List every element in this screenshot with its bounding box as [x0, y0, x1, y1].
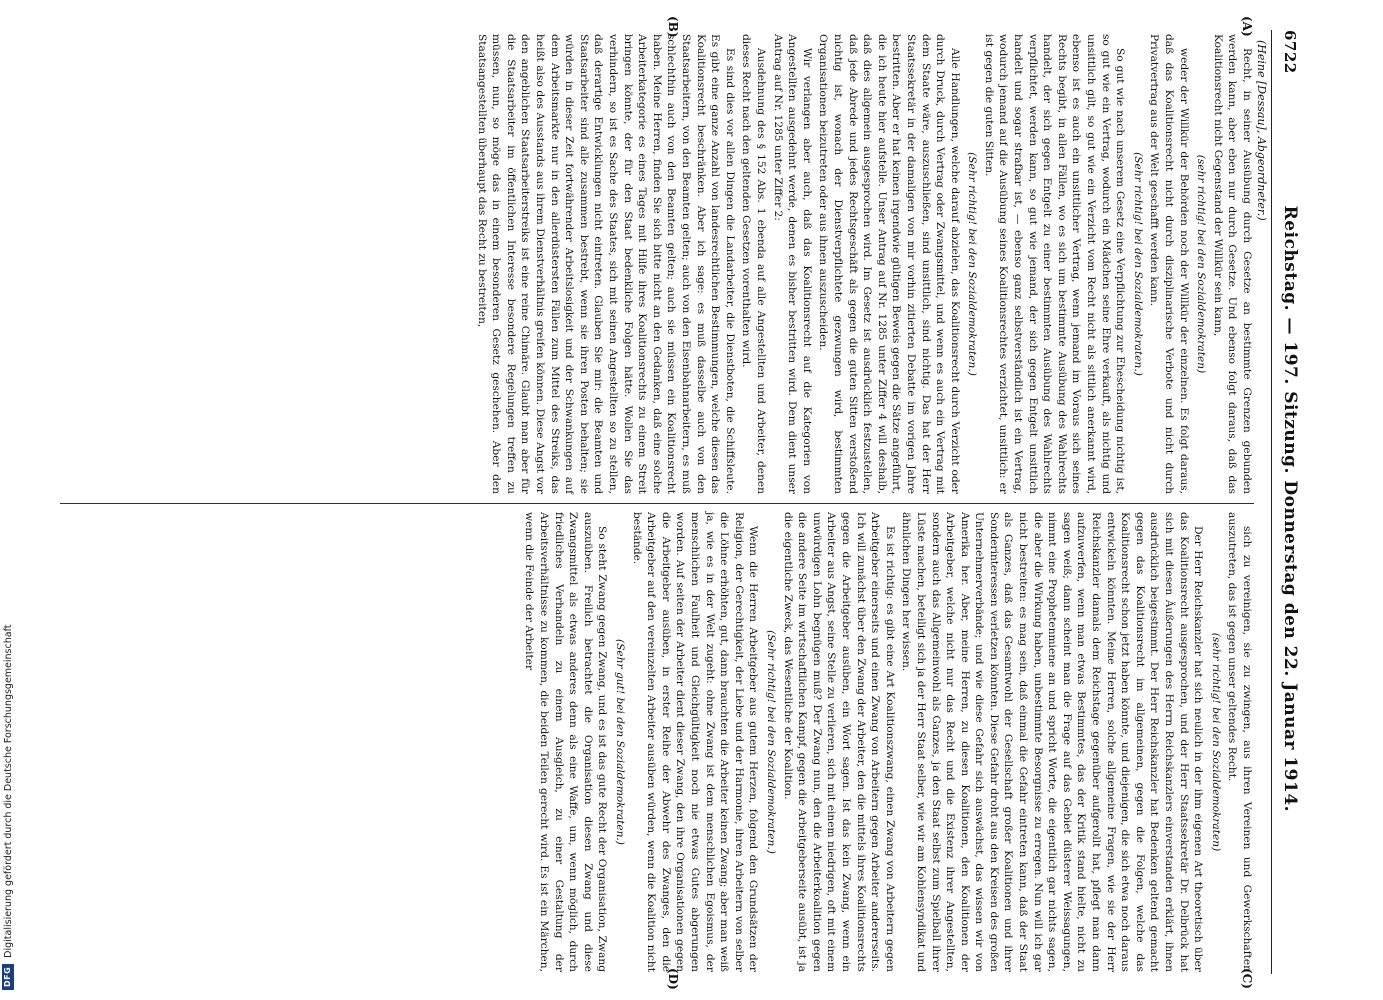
- paragraph: weder der Willkür der Behörden noch der Willkür der einzelnen. Es folgt daraus, daß das Koalitionsrecht nicht durch disziplinarische Verbote und nicht durch Privatvertrag aus der Welt geschafft werden kann.: [1148, 34, 1190, 494]
- interjection: (sehr richtig! bei den Sozialdemokraten): [1209, 632, 1222, 852]
- interjection: (sehr richtig! bei den Sozialdemokraten): [1195, 154, 1208, 374]
- paragraph: sich zu vereinigen, sie zu zwingen, aus ihren Vereinen und Gewerkschaften auszutreten, das ist gegen unser geltendes Recht.: [1226, 512, 1253, 972]
- interjection: (Sehr richtig! bei den Sozialdemokraten.): [966, 152, 979, 376]
- page-header: [1271, 30, 1300, 974]
- paragraph: So steht Zwang gegen Zwang, und es ist das gute Recht der Organisation, Zwang auszuüben. Freilich betrachtet die Organisation diesen Zwang und diese Zwangsmittel als etwas anderes denn als eine Waffe, um, wenn möglich, durch friedliches Verhandeln zu einem Ausgleich, zu einer Gestaltung der Arbeitsverhältnisse zu kommen, die beiden Teilen gerecht wird. Es ist ein Märchen, wenn die Feinde der Arbeiter: [523, 512, 609, 972]
- column-divider: [60, 503, 1254, 504]
- margin-marker-a: (A): [1240, 16, 1254, 37]
- margin-marker-c: (C): [1240, 968, 1254, 989]
- paragraph: Recht, in seiner Ausübung durch Gesetze an bestimmte Grenzen gebunden werden kann, aber eben nur durch Gesetze. Und ebenso folgt daraus, daß das Koalitionsrecht nicht Gegenstand der Willkür sein kann,: [1211, 34, 1253, 494]
- interjection: (Sehr richtig! bei den Sozialdemokraten.): [1131, 152, 1144, 376]
- left-column: [472, 34, 1254, 494]
- interjection: (Sehr gut! bei den Sozialdemokraten.): [614, 639, 627, 845]
- footer: [1, 10, 15, 990]
- interjection: (Sehr richtig! bei den Sozialdemokraten.): [765, 630, 777, 854]
- paragraph: Es ist richtig: es gibt eine Art Koalitionszwang, einen Zwang von Arbeitern gegen Arbeitgeber einerseits und einen Zwang von Arbeitern gegen Arbeiter andererseits. Ich will zunächst über den Zwang der Arbeiter, den die mittels ihres Koalitionsrechts gegen die Arbeitgeber ausüben, ein Wort sagen. Ist das kein Zwang, wenn ein Arbeiter aus Angst, seine Stelle zu verlieren, sich mit einem niedrigen, oft mit einem unwürdigen Lohn begnügen muß? Der Zwang nun, den die Arbeiterkoalition gegen die andere Seite im wirtschaftlichen Kampf, gegen die Arbeitgeberseite ausübt, ist ja die eigentliche Zweck, das Wesentliche der Koalition.: [781, 512, 896, 972]
- paragraph: Wir verlangen aber auch, daß das Koalitionsrecht auf die Kategorien von Angestellten ausgedehnt werde, denen es bisher bestritten wird. Dem dient unser Antrag auf Nr. 1285 unter Ziffer 2:: [771, 34, 813, 494]
- footer-strip: [0, 0, 16, 1000]
- paragraph: Es sind dies vor allen Dingen die Landarbeiter, die Dienstboten, die Schiffsleute. Es gibt eine ganze Anzahl von landesrechtlichen Bestimmungen, welche diesen das Koalitionsrecht beschränken. Aber ich sage: es muß dasselbe auch von den Staatsarbeitern, von den Beamten gelten; auch von den Eisenbahnarbeitern, es muß schlechthin auch von den Beamten gelten; auch sie müssen ein Koalitionsrecht haben. Meine Herren, finden Sie sich bitte nicht an den Gedanken, daß eine solche Arbeiterkategorie es eines Tages mit Hilfe ihres Koalitionsrechts zu einem Streit bringen könnte, der für den Staat bedenkliche Folgen hätte. Wollen Sie das verhindern, so ist es Sache des Staates, sich mit seinen Angestellten so zu stellen, daß derartige Entwicklungen nicht eintreten. Glauben Sie mir: die Beamten und Staatsarbeiter sind alle zusammen bestrebt, wenn sie ihren Posten behalten; sie würden in dieser Zeit fortwährender Arbeitslosigkeit und der Schwankungen auf dem Arbeitsmarkte nur in den allerdüstersten Fällen zum Mittel des Streiks, das heißt also des Ausstands aus ihrem Dienstverhältnis greifen können. Diese Angst vor den angeblichen Staatsarbeiterstreiks ist eine reine Chimäre. Glaubt man aber für die Staatsarbeiter im öffentlichen Interesse besondere Regelungen treffen zu müssen, nun, so möge das in einem besonderen Gesetz geschehen. Aber den Staatsangestellten überhaupt das Recht zu bestreiten,: [475, 34, 736, 494]
- paragraph: Wenn die Herren Arbeitgeber aus gutem Herzen, folgend den Grundsätzen der Religion, der Gerechtigkeit, der Liebe und der Harmonie, ihren Arbeitern von selber die Löhne erhöhten, gut, dann brauchten die Arbeiter keinen Zwang; aber man weiß ja, wie es in der Welt zugeht: ohne Zwang ist dem menschlichen Egoismus, der menschlichen Faulheit und Gleichgültigkeit noch nie etwas Gutes abgerungen worden. Auf seiten der Arbeiter dient dieser Zwang, den ihre Organisationen gegen die Arbeitgeber ausüben, in erster Reihe der Abwehr des Zwanges, den die Arbeitgeber auf den vereinzelten Arbeiter ausüben würden, wenn die Koalition nicht bestände.: [630, 512, 760, 972]
- paragraph: Ausdehnung des § 152 Abs. 1 ebenda auf alle Angestellten und Arbeiter, denen dieses Recht nach den geltenden Gesetzen vorenthalten wird.: [740, 34, 767, 494]
- paragraph: Alle Handlungen, welche darauf abzielen, das Koalitionsrecht durch Verzicht oder durch Druck, durch Vertrag oder Zwangsmittel, und wenn es auch ein Vertrag mit dem Staate wäre, auszuschließen, sind unsittlich, sind nichtig. Das hat der Herr Staatssekretär in der damaligen von mir vorhin zitierten Debatte im vorigen Jahre bestritten. Aber er hat keinen irgendwie gültigen Beweis gegen die Sätze angeführt, die ich heute hier aufstelle. Unser Antrag auf Nr. 1285 unter Ziffer 4 will deshalb, daß dies allgemein ausgesprochen wird. Im Gesetz ist ausdrücklich festzustellen, daß jede Abrede und jedes Rechtsgeschäft als gegen die guten Sitten verstoßend nichtig ist, wonach der Dienstverpflichtete gezwungen wird, bestimmten Organisationen beizutreten oder aus ihnen auszuscheiden.: [817, 34, 961, 494]
- paragraph: Der Herr Reichskanzler hat sich neulich in der ihm eigenen Art theoretisch über das Koalitionsrecht ausgesprochen, und der Herr Staatssekretär Dr. Delbrück hat sich mit diesen Äußerungen des Herrn Reichskanzlers einverstanden erklärt, ihnen ausdrücklich beigestimmt. Der Herr Reichskanzler hat Bedenken geltend gemacht gegen das Koalitionsrecht im allgemeinen, gegen die Folgen, welche das Koalitionsrecht schon jetzt haben könnte, und diejenigen, die sich etwa noch daraus entwickeln könnten. Meine Herren, solche allgemeine Fragen, wie sie der Herr Reichskanzler damals dem Reichstage gegenüber aufgerollt hat, pflegt man dann aufzuwerfen, wenn man etwas Bestimmtes, das der Kritik stand hielte, nicht zu sagen weiß; dann scheint man die Frage auf das Gebiet düsterer Weissagungen, nimmt eine Prophetenmiene an und spricht Worte, die eigentlich gar nichts sagen, die aber die Wirkung haben, unbestimmte Besorgnisse zu erregen. Nun will ich gar nicht bestreiten: es mag sein, daß einmal die Gefahr eintreten kann, daß der Staat als Ganzes, daß das Gesamtwohl der Gesellschaft großer Koalitionen und ihrer Sonderinteressen verletzen könnten. Diese Gefahr droht aus den Kreisen des großen Unternehmerverbände; und wie diese Gefahr sich auswächst, das wissen wir von Amerika her. Aber, meine Herren, zu diesen Koalitionen, den Koalitionen der Arbeitgeber, welche nicht nur das Recht und die Existenz ihrer Angestellten, sondern auch das Allgemeinwohl als Ganzes, ja den Staat selbst zum Spielball ihrer Lüste machen, beteiligt sich ja der Herr Staat selber, wie wir am Kohlensyndikat und ähnlichen Dingen her wissen.: [900, 512, 1205, 972]
- margin-marker-b: (B): [666, 16, 680, 38]
- page-number: 6722: [1281, 30, 1299, 74]
- margin-marker-d: (D): [666, 968, 680, 990]
- dfg-logo: DFG: [2, 964, 14, 990]
- footer-attribution: Digitalisierung gefördert durch die Deutsche Forschungsgemeinschaft: [2, 624, 14, 958]
- speaker-line: (Heine [Dessau], Abgeordneter.): [1255, 40, 1268, 221]
- right-column: [520, 512, 1254, 972]
- rotated-page: [0, 12, 1300, 992]
- page-title: Reichstag. — 197. Sitzung. Donnerstag den 22. Januar 1914.: [1280, 205, 1300, 813]
- paragraph: So gut wie nach unserem Gesetz eine Verpflichtung zur Ehescheidung nichtig ist, so gut wie ein Vertrag, wodurch ein Mädchen seine Ehre verkauft, als nichtig und unsittlich gilt, so gut wie ein Verzicht vom Recht nicht als sittlich anerkannt wird, ebenso ist es auch ein unsittlicher Vertrag, wenn jemand im Voraus sich seines Rechts begibt, in allen Fällen, wo es sich um bestimmte Ausübung des Wahlrechts handelt, der sich gegen Entgelt zu einer bestimmten Ausübung des Wahlrechts verpflichtet, werden kann, so gut wie jemand, der sich gegen Entgelt unsittlich handelt und sogar strafbar ist, — ebenso ganz selbstverständlich ist ein Vertrag, wodurch jemand auf die Ausübung seines Koalitionsrechtes verzichtet, unsittlich: er ist gegen die guten Sitten.: [982, 34, 1127, 494]
